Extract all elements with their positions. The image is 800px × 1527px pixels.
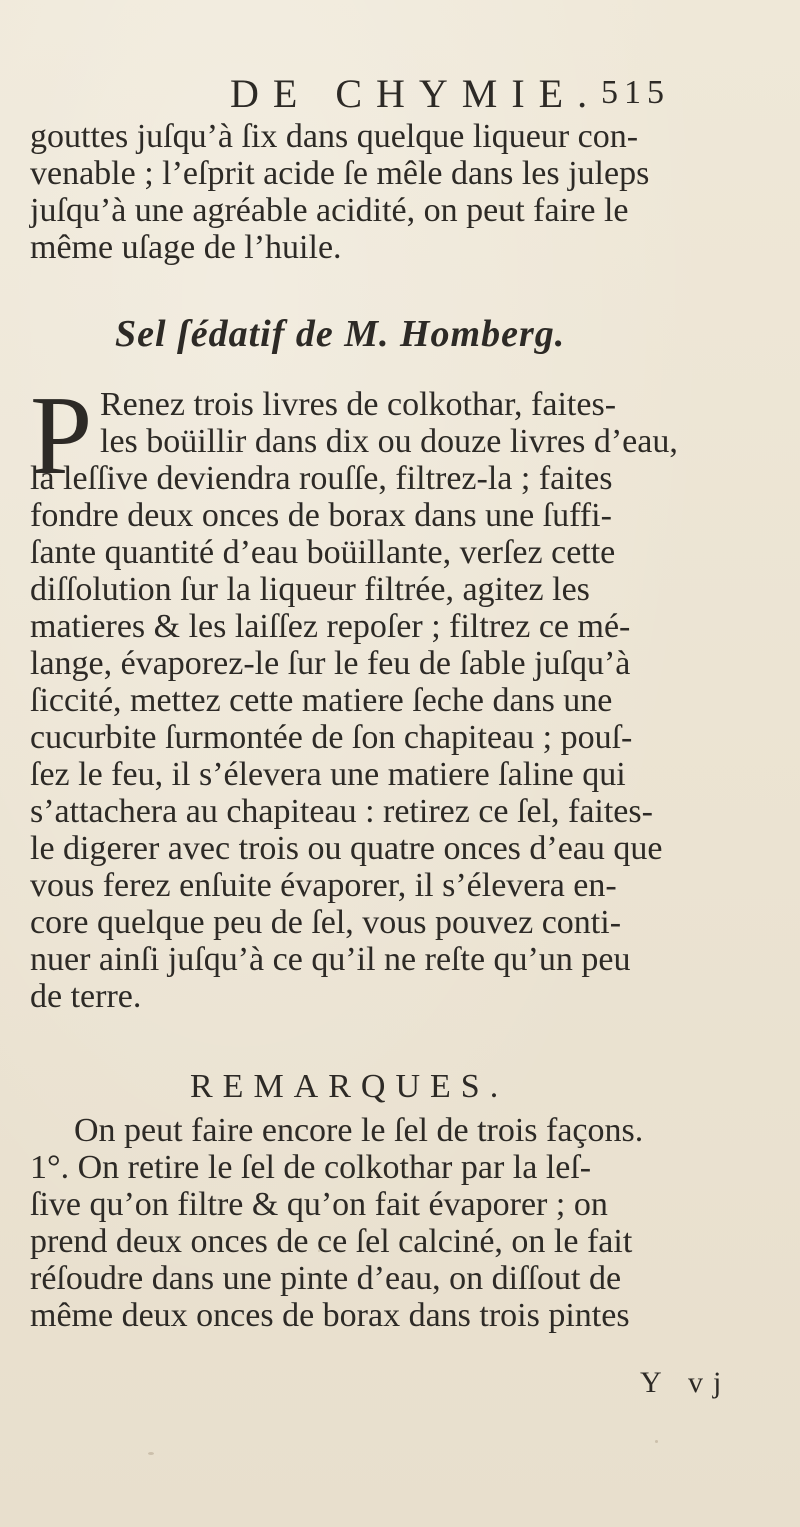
line-text: core quelque peu de ſel, vous pouvez conti- [30, 904, 622, 941]
line-text: gouttes juſqu’à ſix dans quelque liqueur con- [30, 118, 639, 155]
page-number: 515 [601, 74, 670, 111]
text-line [30, 793, 780, 830]
drop-cap: P [30, 374, 93, 498]
section-heading: Sel ſédatif de M. Homberg. [115, 313, 566, 355]
line-text: diſſolution ſur la liqueur filtrée, agitez les [30, 571, 590, 608]
text-line [30, 978, 780, 1015]
text-line [30, 571, 780, 608]
text-line [30, 904, 780, 941]
text-line [30, 118, 780, 155]
line-text: ſiccité, mettez cette matiere ſeche dans une [30, 682, 613, 719]
line-text: nuer ainſi juſqu’à ce qu’il ne reſte qu’un peu [30, 941, 631, 978]
text-line [30, 830, 780, 867]
text-line [30, 1223, 780, 1260]
main-paragraph [30, 460, 780, 1015]
line-text: cucurbite ſurmontée de ſon chapiteau ; pouſ- [30, 719, 633, 756]
text-line [30, 534, 780, 571]
line-text: même deux onces de borax dans trois pintes [30, 1297, 630, 1334]
line-text: ſante quantité d’eau boüillante, verſez cette [30, 534, 616, 571]
line-text: la leſſive deviendra rouſſe, filtrez-la ; faites [30, 460, 613, 497]
text-line [30, 682, 780, 719]
main-paragraph-indented [100, 386, 780, 460]
text-line [30, 1297, 780, 1334]
text-line [30, 1112, 780, 1149]
line-text: prend deux onces de ce ſel calciné, on le fait [30, 1223, 633, 1260]
line-text: ſive qu’on filtre & qu’on fait évaporer ; on [30, 1186, 608, 1223]
line-text: les boüillir dans dix ou douze livres d’eau, [100, 423, 678, 460]
text-line [30, 229, 780, 266]
text-line [30, 497, 780, 534]
line-text: s’attachera au chapiteau : retirez ce ſel, faites- [30, 793, 653, 830]
line-text: fondre deux onces de borax dans une ſuffi- [30, 497, 612, 534]
remarques-title: REMARQUES. [190, 1068, 509, 1105]
text-line [30, 608, 780, 645]
line-text: lange, évaporez-le ſur le feu de ſable juſqu’à [30, 645, 631, 682]
text-line [30, 1186, 780, 1223]
text-line [30, 460, 780, 497]
intro-paragraph [30, 118, 780, 266]
page-header [230, 70, 670, 118]
signature-mark: Y vj [640, 1366, 732, 1399]
text-line [100, 386, 780, 423]
line-text: juſqu’à une agréable acidité, on peut faire le [30, 192, 629, 229]
text-line [30, 719, 780, 756]
text-line [30, 941, 780, 978]
line-text: 1°. On retire le ſel de colkothar par la leſ- [30, 1149, 592, 1186]
text-line [30, 192, 780, 229]
text-line [30, 1260, 780, 1297]
line-text: matieres & les laiſſez repoſer ; filtrez ce mé- [30, 608, 631, 645]
line-text: Renez trois livres de colkothar, faites- [100, 386, 617, 423]
line-text: même uſage de l’huile. [30, 229, 342, 266]
text-line [100, 423, 780, 460]
line-text: ſez le feu, il s’élevera une matiere ſaline qui [30, 756, 626, 793]
text-line [30, 1149, 780, 1186]
line-text: venable ; l’eſprit acide ſe mêle dans les juleps [30, 155, 650, 192]
text-line [30, 645, 780, 682]
text-line [30, 867, 780, 904]
running-title: DE CHYMIE. [230, 71, 602, 116]
line-text: réſoudre dans une pinte d’eau, on diſſout de [30, 1260, 622, 1297]
line-text: vous ferez enſuite évaporer, il s’élevera en- [30, 867, 617, 904]
line-text: le digerer avec trois ou quatre onces d’eau que [30, 830, 663, 867]
line-text: de terre. [30, 978, 142, 1015]
text-line [30, 756, 780, 793]
text-line [30, 155, 780, 192]
remarques-paragraph [30, 1112, 780, 1334]
line-text: On peut faire encore le ſel de trois façons. [74, 1112, 644, 1149]
